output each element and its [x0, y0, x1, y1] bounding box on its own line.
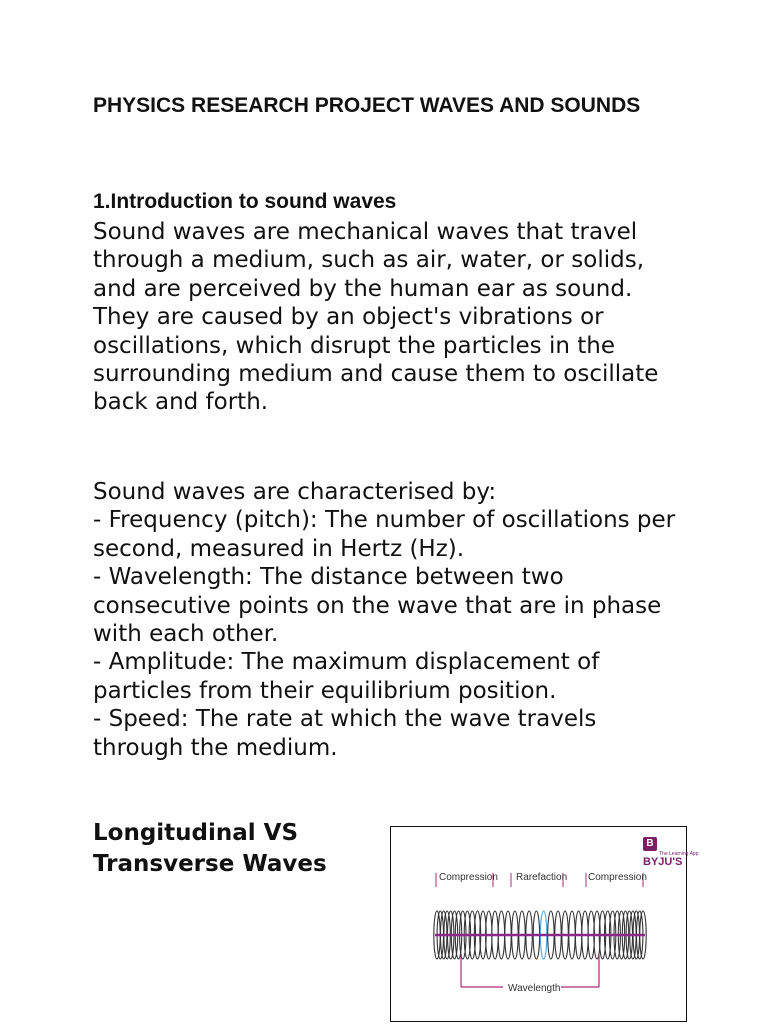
- label-rarefaction: Rarefaction: [516, 872, 568, 883]
- brand-logo: [643, 837, 699, 873]
- longitudinal-wave-figure: [390, 826, 699, 1022]
- characteristics-list: [93, 478, 693, 762]
- brand-name: BYJU'S: [643, 856, 683, 868]
- label-wavelength: Wavelength: [508, 983, 561, 994]
- section-heading-introduction: 1.Introduction to sound waves: [93, 190, 397, 213]
- characteristic-wavelength: - Wavelength: The distance between two consecutive points on the wave that are in phase with each other.: [93, 564, 662, 648]
- characteristics-intro: Sound waves are characterised by:: [93, 479, 497, 505]
- intro-paragraph: Sound waves are mechanical waves that travel through a medium, such as air, water, or solids, and are perceived by the human ear as sound. They are caused by an object's vibrations or oscillations, which disrupt the particles in the surrounding medium and cause them to oscillate back and forth.: [93, 219, 659, 416]
- label-compression-right: Compression: [588, 872, 647, 883]
- brand-badge: B: [643, 837, 657, 851]
- characteristic-speed: - Speed: The rate at which the wave travels through the medium.: [93, 706, 597, 761]
- characteristic-amplitude: - Amplitude: The maximum displacement of particles from their equilibrium position.: [93, 649, 600, 704]
- brand-tagline: The Learning App: [659, 851, 699, 857]
- subheading-longitudinal-vs-transverse: Longitudinal VS Transverse Waves: [93, 820, 327, 877]
- document-title: PHYSICS RESEARCH PROJECT WAVES AND SOUNDS: [93, 94, 641, 117]
- characteristic-frequency: - Frequency (pitch): The number of oscillations per second, measured in Hertz (Hz).: [93, 507, 676, 562]
- spring-wave-diagram: [391, 827, 685, 1020]
- label-compression-left: Compression: [439, 872, 498, 883]
